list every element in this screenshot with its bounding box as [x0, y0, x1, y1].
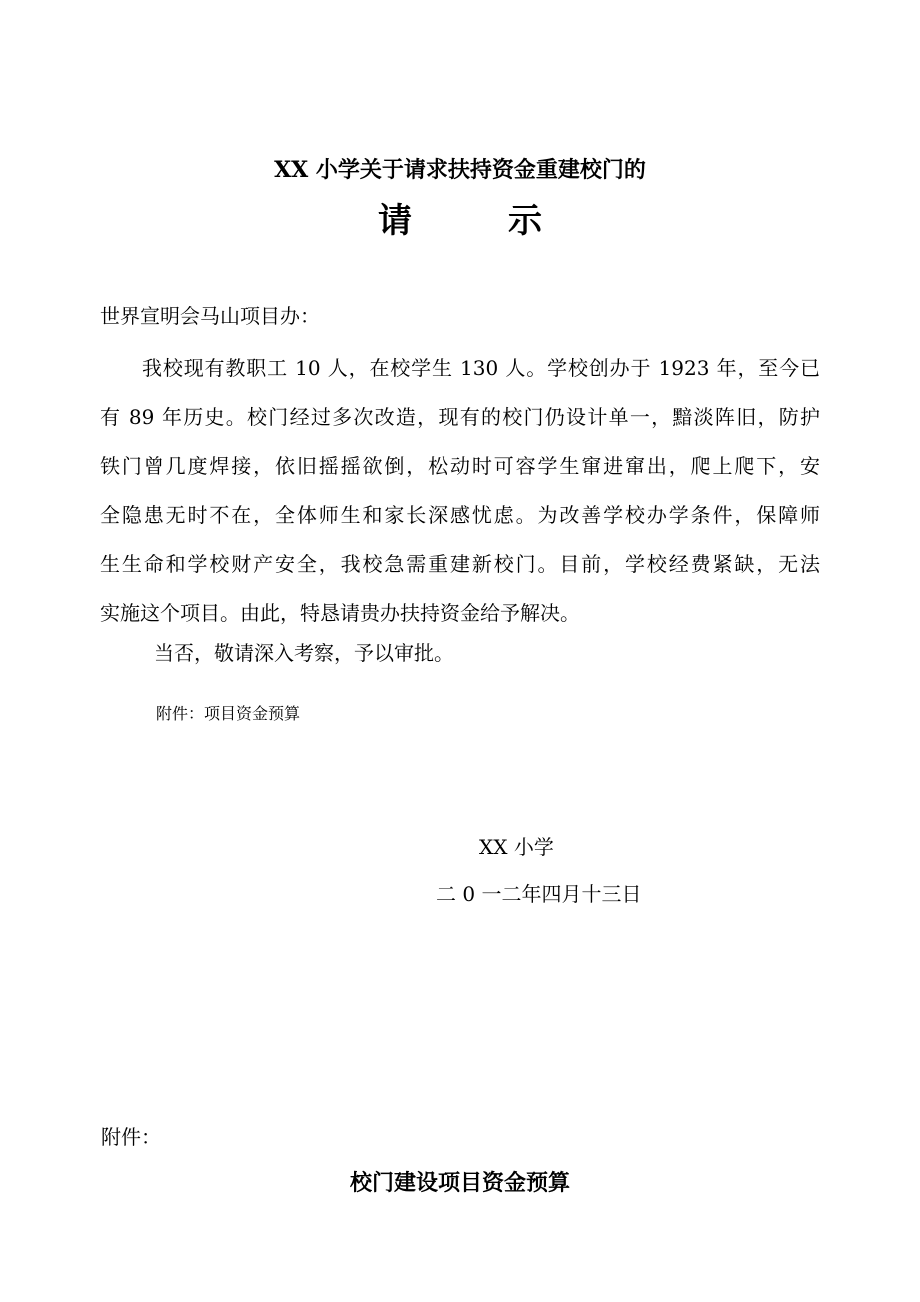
closing-request: 当否，敬请深入考察，予以审批。 [154, 641, 454, 665]
subtitle-char-1: 请 [378, 201, 412, 241]
attachment-note: 附件：项目资金预算 [156, 704, 301, 723]
body-line: 实施这个项目。由此，特恳请贵办扶持资金给予解决。 [100, 601, 580, 625]
body-line: 全隐患无时不在，全体师生和家长深感忧虑。为改善学校办学条件，保障师 [100, 503, 820, 527]
attachment-label: 附件： [101, 1125, 161, 1149]
salutation: 世界宣明会马山项目办： [100, 304, 320, 328]
subtitle-char-2: 示 [508, 201, 542, 241]
body-line: 我校现有教职工 10 人，在校学生 130 人。学校创办于 1923 年，至今已 [142, 356, 820, 380]
document-subtitle [0, 198, 920, 244]
body-line: 有 89 年历史。校门经过多次改造，现有的校门仍设计单一，黯淡阵旧，防护 [100, 405, 820, 429]
body-paragraph [100, 344, 820, 638]
body-line: 铁门曾几度焊接，依旧摇摇欲倒，松动时可容学生窜进窜出，爬上爬下，安 [100, 454, 820, 478]
document-title: XX 小学关于请求扶持资金重建校门的 [274, 157, 646, 183]
attachment-title: 校门建设项目资金预算 [349, 1170, 570, 1196]
body-line: 生生命和学校财产安全，我校急需重建新校门。目前，学校经费紧缺，无法 [100, 552, 820, 576]
signature-name: XX 小学 [479, 835, 554, 859]
signature-date: 二 0 一二年四月十三日 [436, 882, 642, 906]
